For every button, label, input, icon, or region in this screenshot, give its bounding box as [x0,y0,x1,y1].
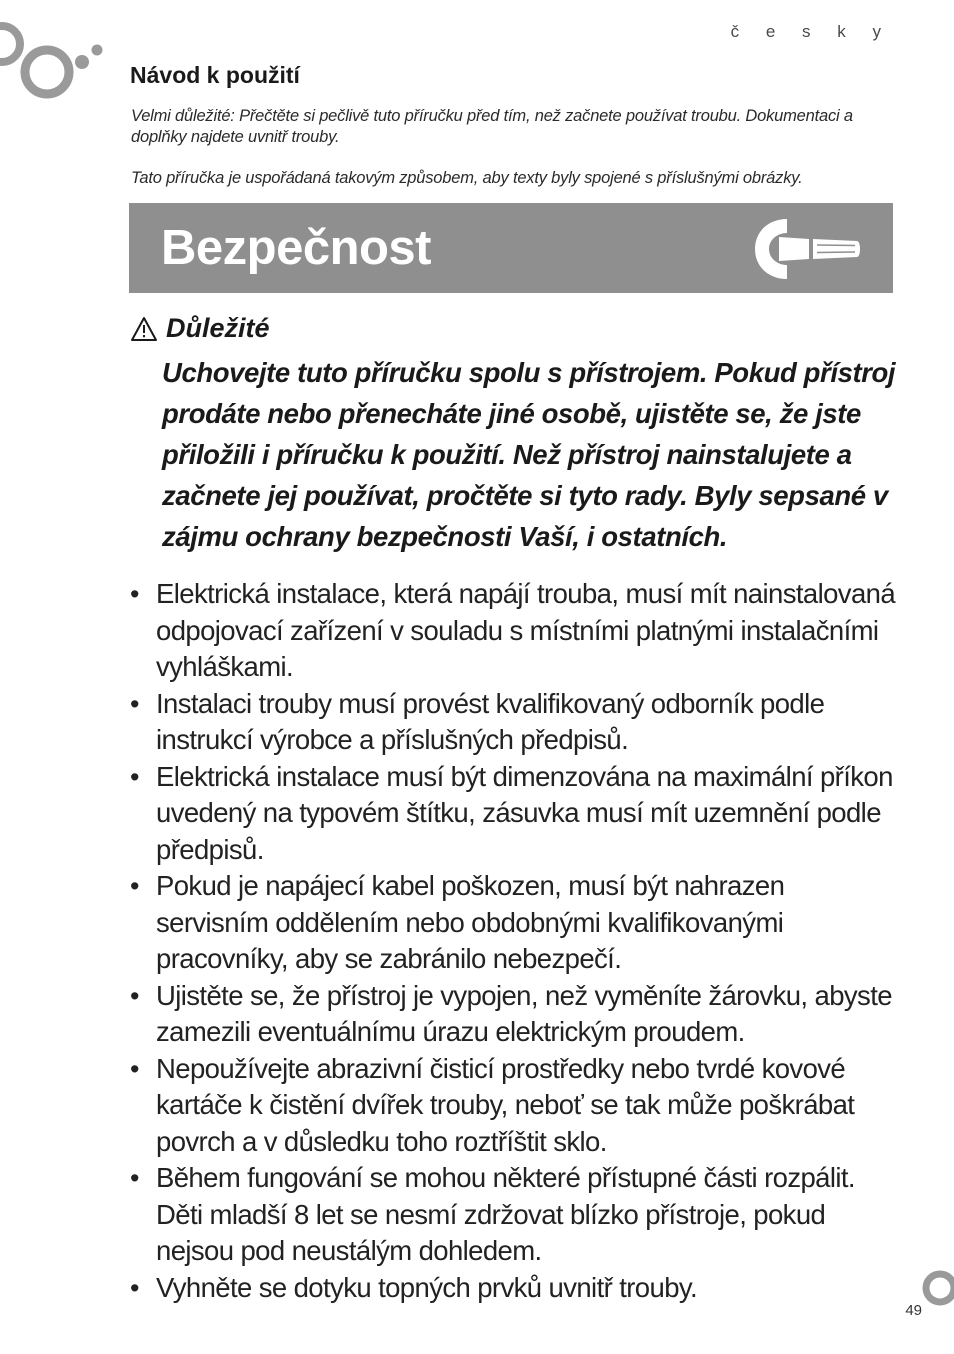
list-item: • Elektrická instalace musí být dimenzována na maximální příkon uvedený na typovém štítku, zásuvka musí mít uzemnění podle předpisů. [130,760,893,865]
brand-logo-icon [0,22,110,102]
intro-paragraph-2: Tato příručka je uspořádaná takovým způsobem, aby texty byly spojené s příslušnými obrázky. [131,169,803,187]
section-title: Bezpečnost [161,221,432,275]
list-item: • Nepoužívejte abrazivní čisticí prostředky nebo tvrdé kovové kartáče k čistění dvířek trouby, neboť se tak může poškrábat povrch a v důsledku toho roztříštit sklo. [130,1052,855,1157]
list-item: • Vyhněte se dotyku topných prvků uvnitř trouby. [130,1271,698,1303]
list-item: • Pokud je napájecí kabel poškozen, musí být nahrazen servisním oddělením nebo obdobnými kvalifikovanými pracovníky, aby se zabránilo nebezpečí. [130,870,785,974]
page-number: 49 [905,1302,922,1319]
manual-title: Návod k použití [130,62,300,88]
important-text: Uchovejte tuto příručku spolu s přístrojem. Pokud přístroj prodáte nebo přenecháte jiné osobě, ujistěte se, že jste přiložili i příručku k použití. Než přístroj nainstalujete a začnete jej používat, pročtěte si tyto rady. Byly sepsané v zájmu ochrany bezpečnosti Vaší, i ostatních. [162,357,896,552]
list-item: • Během fungování se mohou některé přístupné části rozpálit. Děti mladší 8 let se nesmí zdržovat blízko přístroje, pokud nejsou pod neustálým dohledem. [130,1162,855,1266]
warning-triangle-icon [130,316,158,342]
decorative-circle-icon [920,1268,954,1308]
important-notice [130,313,920,557]
language-label: č e s k y [730,22,892,41]
wrench-icon [751,217,863,281]
important-heading-row [130,313,920,344]
safety-list [128,576,898,1306]
list-item: • Ujistěte se, že přístroj je vypojen, než vyměníte žárovku, abyste zamezili eventuálnímu úrazu elektrickým proudem. [130,979,892,1047]
important-heading: Důležité [166,313,270,343]
intro-paragraph-1: Velmi důležité: Přečtěte si pečlivě tuto příručku před tím, než začnete používat troubu. Dokumentaci a doplňky najdete uvnitř trouby. [131,107,853,146]
list-item: • Instalaci trouby musí provést kvalifikovaný odborník podle instrukcí výrobce a příslušných předpisů. [130,687,825,755]
section-banner [129,203,893,293]
list-item: • Elektrická instalace, která napájí trouba, musí mít nainstalovaná odpojovací zařízení v souladu s místními platnými instalačními vyhláškami. [130,578,896,682]
